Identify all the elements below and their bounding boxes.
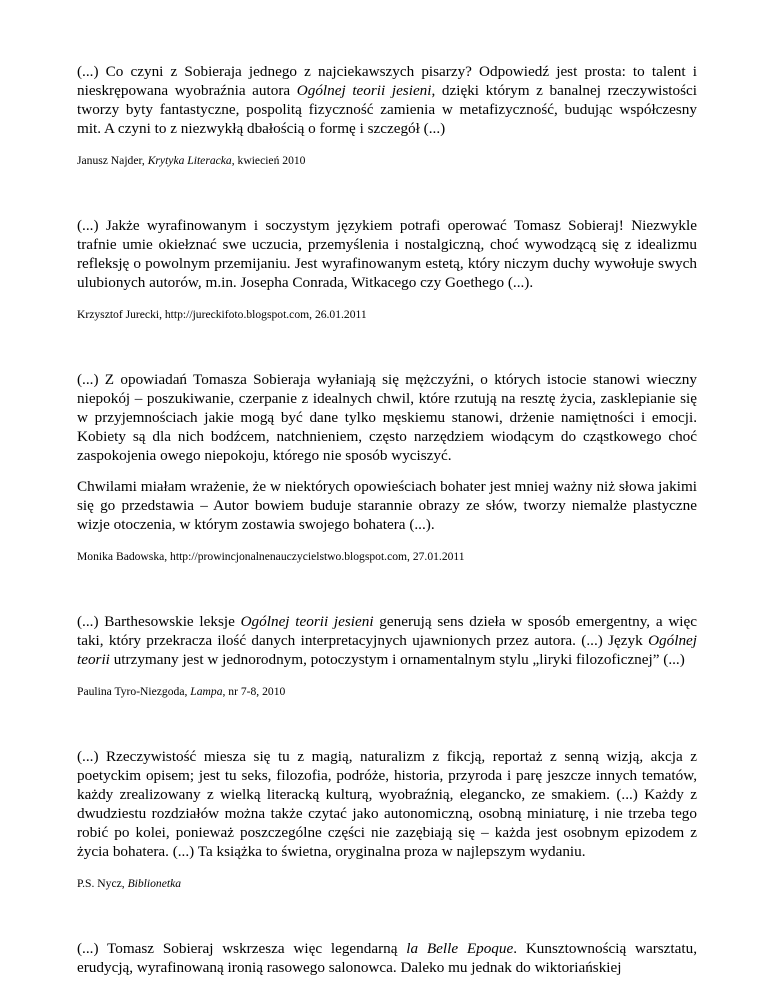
review-5 xyxy=(77,747,697,891)
review-quote xyxy=(77,62,697,138)
review-1 xyxy=(77,62,697,168)
review-quote xyxy=(77,370,697,465)
review-3 xyxy=(77,370,697,564)
review-quote xyxy=(77,939,697,977)
source-publication: Biblionetka xyxy=(127,877,182,890)
source-author: Paulina Tyro-Niezgoda, xyxy=(77,685,191,698)
quote-text: (...) Z opowiadań Tomasza Sobieraja wyłaniają się mężczyźni, o których istocie stanowi wieczny niepokój – poszukiwanie, czerpanie z idealnych chwil, które rzutują na resztę życia, zasklepianie się w przyjemnościach jakie mogą być dane tylko męskiemu stanowi, drżenie namiętności i emocji. Kobiety są dla nich bodźcem, natchnieniem, często narzędziem wiodącym do cząstkowego choć zaspokojenia owego niepokoju, którego nie sposób wyciszyć. xyxy=(77,371,697,464)
review-source xyxy=(77,550,697,564)
era-name: la Belle Epoque xyxy=(406,940,514,957)
quote-text: (...) Tomasz Sobieraj wskrzesza więc legendarną xyxy=(77,940,407,957)
review-4 xyxy=(77,612,697,699)
quote-text: (...) Barthesowskie leksje xyxy=(77,613,241,630)
source-author: Krzysztof Jurecki, http://jureckifoto.blogspot.com, 26.01.2011 xyxy=(77,308,367,321)
review-6 xyxy=(77,939,697,977)
source-publication: Lampa xyxy=(190,685,223,698)
review-quote xyxy=(77,612,697,669)
review-quote xyxy=(77,477,697,534)
source-publication: Krytyka Literacka xyxy=(147,154,232,167)
quote-text: utrzymany jest w jednorodnym, potoczystym i ornamentalnym stylu „liryki filozoficznej” (...) xyxy=(109,651,685,668)
source-author: Monika Badowska, http://prowincjonalnenauczycielstwo.blogspot.com, 27.01.2011 xyxy=(77,550,465,563)
quote-text: (...) Co czyni z Sobieraja jednego z najciekawszych pisarzy? Odpowiedź jest prosta: to talent i nieskrępowana wyobraźnia autora xyxy=(77,63,697,99)
source-author: Janusz Najder, xyxy=(77,154,148,167)
review-source xyxy=(77,685,697,699)
quote-text: , dzięki którym z banalnej rzeczywistości tworzy byty fantastyczne, pospolitą fizyczność zamienia w metafizyczność, budując współczesny mit. A czyni to z niezwykłą dbałością o formę i szczegół (...) xyxy=(77,82,697,137)
source-date: , kwiecień 2010 xyxy=(231,154,306,167)
review-2 xyxy=(77,216,697,322)
quote-text: Chwilami miałam wrażenie, że w niektórych opowieściach bohater jest mniej ważny niż słowa jakimi się go przedstawia – Autor bowiem buduje starannie obrazy ze słów, tworzy niemalże plastyczne wizje otoczenia, w którym zostawia swojego bohatera (...). xyxy=(77,478,697,533)
quote-text: generują sens dzieła w sposób emergentny, a więc taki, który przekracza ilość danych interpretacyjnych ujawnionych przez autora. (...) Język xyxy=(77,613,697,649)
review-source xyxy=(77,308,697,322)
review-quote xyxy=(77,747,697,861)
book-title: Ogólnej teorii xyxy=(77,632,697,668)
book-title: Ogólnej teorii jesieni xyxy=(240,613,374,630)
document-page xyxy=(77,62,697,977)
quote-text: (...) Rzeczywistość miesza się tu z magią, naturalizm z fikcją, reportaż z senną wizją, akcja z poetyckim opisem; jest tu seks, filozofia, podróże, historia, przyroda i parę jeszcze innych tematów, każdy zrealizowany z wielką literacką kulturą, wyobraźnią, elegancko, ze smakiem. (...) Każdy z dwudziestu rozdziałów można także czytać jako autonomiczną, osobną miniaturę, i nie trzeba tego robić po kolei, ponieważ poszczególne części nie zazębiają się – każda jest osobnym epizodem z życia bohatera. (...) Ta książka to świetna, oryginalna proza w najlepszym wydaniu. xyxy=(77,748,697,860)
review-source xyxy=(77,154,697,168)
source-date: , nr 7-8, 2010 xyxy=(222,685,286,698)
review-quote xyxy=(77,216,697,292)
quote-text: . Kunsztownością warsztatu, erudycją, wyrafinowaną ironią rasowego salonowca. Daleko mu jednak do wiktoriańskiej xyxy=(77,940,697,976)
source-author: P.S. Nycz, xyxy=(77,877,128,890)
quote-text: (...) Jakże wyrafinowanym i soczystym językiem potrafi operować Tomasz Sobieraj! Niezwykle trafnie umie okiełznać swe uczucia, przemyślenia i nostalgiczną, choć wywodzącą się z idealizmu refleksję o powolnym przemijaniu. Jest wyrafinowanym estetą, który niczym duchy wywołuje swych ulubionych autorów, m.in. Josepha Conrada, Witkacego czy Goethego (...). xyxy=(77,217,697,291)
book-title: Ogólnej teorii jesieni xyxy=(296,82,432,99)
review-source xyxy=(77,877,697,891)
